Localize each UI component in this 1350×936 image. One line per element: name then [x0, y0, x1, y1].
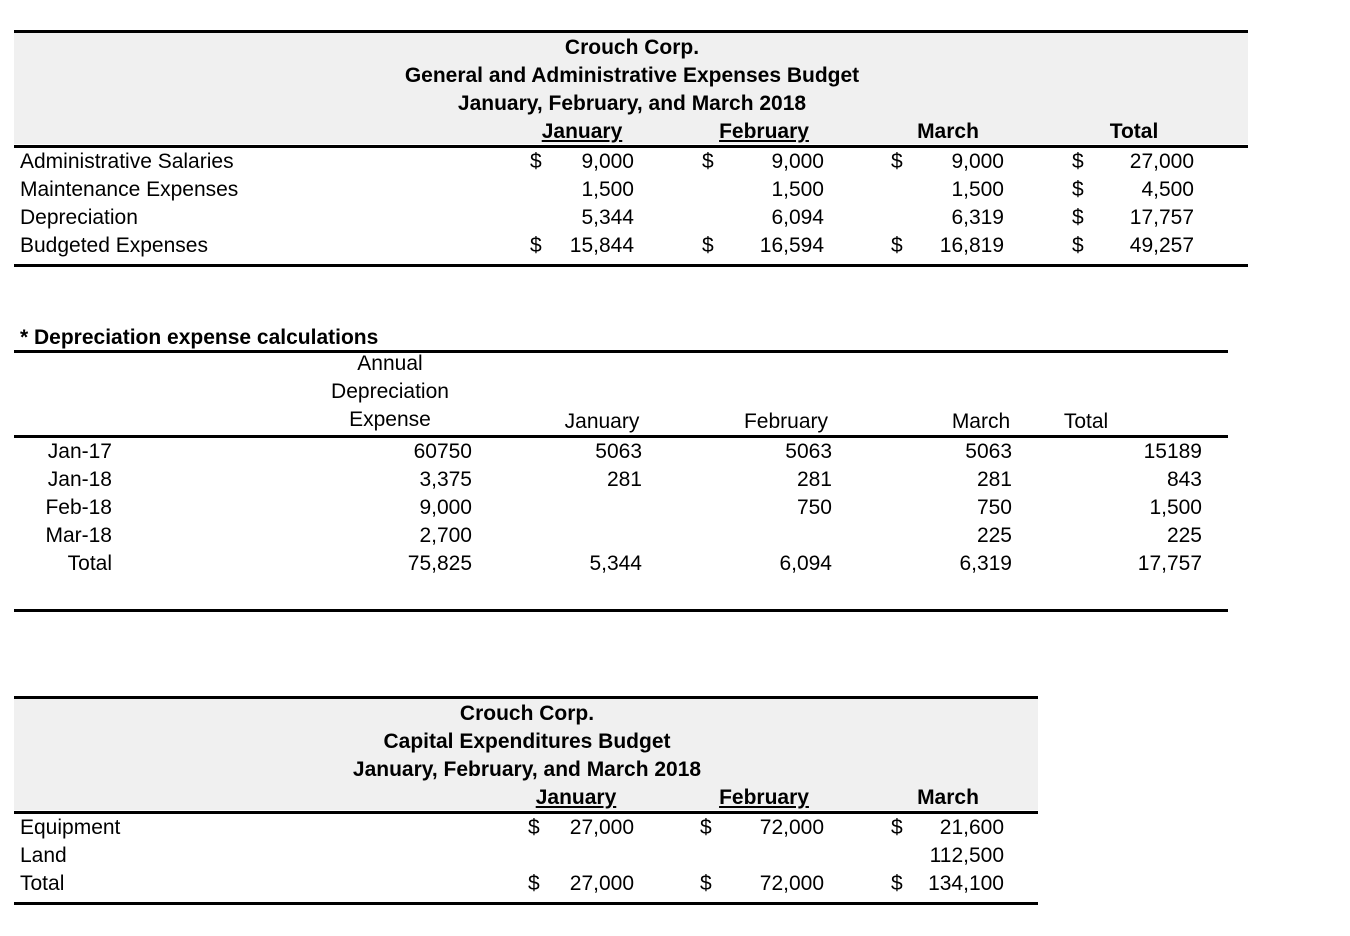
depr-col-march: March — [951, 410, 1011, 433]
depr-row-label: Total — [67, 552, 112, 575]
ga-cell-value: 9,000 — [771, 150, 824, 173]
ga-cell-value: 5,344 — [581, 206, 634, 229]
capex-header-rule — [14, 811, 1038, 814]
depr-cell-total: 17,757 — [1137, 552, 1202, 575]
ga-cell-currency: $ — [1072, 178, 1084, 201]
ga-cell-value: 1,500 — [581, 178, 634, 201]
ga-cell-value: 4,500 — [1141, 178, 1194, 201]
depr-cell-annual: 3,375 — [419, 468, 472, 491]
depr-cell-jan: 5063 — [595, 440, 642, 463]
ga-row-label: Administrative Salaries — [20, 150, 234, 173]
capex-cell-currency: $ — [891, 816, 903, 839]
depr-col-january: January — [564, 410, 640, 433]
depr-cell-feb: 5063 — [785, 440, 832, 463]
ga-col-total: Total — [1109, 120, 1159, 143]
ga-cell-currency: $ — [702, 234, 714, 257]
capex-col-february: February — [719, 786, 809, 809]
ga-cell-currency: $ — [530, 234, 542, 257]
ga-bottom-rule — [14, 264, 1248, 267]
depr-cell-feb: 750 — [796, 496, 832, 519]
depr-cell-annual: 2,700 — [419, 524, 472, 547]
depr-cell-mar: 225 — [976, 524, 1012, 547]
capex-bottom-rule — [14, 902, 1038, 905]
ga-cell-value: 6,094 — [771, 206, 824, 229]
depr-bottom-rule — [14, 609, 1228, 612]
depr-cell-annual: 60750 — [413, 440, 472, 463]
ga-cell-value: 16,594 — [759, 234, 824, 257]
depr-row-label: Jan-17 — [47, 440, 112, 463]
capex-row-label: Equipment — [20, 816, 121, 839]
depr-annual-header-2: Depreciation — [331, 380, 449, 403]
depr-section-title: * Depreciation expense calculations — [20, 326, 379, 349]
ga-cell-currency: $ — [702, 150, 714, 173]
capex-cell-currency: $ — [528, 872, 540, 895]
depr-cell-annual: 75,825 — [407, 552, 472, 575]
capex-cell-value: 134,100 — [928, 872, 1004, 895]
capex-cell-value: 27,000 — [569, 816, 634, 839]
capex-col-january: January — [535, 786, 617, 809]
depr-cell-mar: 281 — [976, 468, 1012, 491]
capex-cell-value: 21,600 — [939, 816, 1004, 839]
capex-cell-value: 72,000 — [759, 872, 824, 895]
ga-row-label: Depreciation — [20, 206, 138, 229]
ga-cell-currency: $ — [530, 150, 542, 173]
depr-col-total: Total — [1063, 410, 1109, 433]
capex-cell-value: 72,000 — [759, 816, 824, 839]
ga-cell-value: 1,500 — [951, 178, 1004, 201]
capex-company: Crouch Corp. — [459, 702, 595, 725]
ga-cell-currency: $ — [1072, 206, 1084, 229]
depr-col-february: February — [743, 410, 829, 433]
depr-cell-feb: 6,094 — [779, 552, 832, 575]
ga-cell-value: 9,000 — [951, 150, 1004, 173]
depr-header-rule — [14, 435, 1228, 438]
depr-cell-feb: 281 — [796, 468, 832, 491]
ga-row-label: Maintenance Expenses — [20, 178, 239, 201]
ga-cell-currency: $ — [891, 234, 903, 257]
capex-col-march: March — [917, 786, 979, 809]
ga-cell-value: 16,819 — [939, 234, 1004, 257]
depr-cell-mar: 750 — [976, 496, 1012, 519]
depr-annual-header-1: Annual — [357, 352, 423, 375]
ga-title: General and Administrative Expenses Budget — [404, 64, 860, 87]
capex-cell-value: 112,500 — [929, 844, 1004, 867]
ga-top-rule — [14, 30, 1248, 33]
capex-cell-currency: $ — [891, 872, 903, 895]
depr-cell-mar: 6,319 — [959, 552, 1012, 575]
capex-row-label: Total — [20, 872, 65, 895]
ga-cell-currency: $ — [1072, 150, 1084, 173]
capex-cell-currency: $ — [700, 816, 712, 839]
depr-cell-total: 1,500 — [1149, 496, 1202, 519]
ga-row-label: Budgeted Expenses — [20, 234, 208, 257]
capex-row-label: Land — [20, 844, 67, 867]
depr-annual-header-3: Expense — [349, 408, 431, 431]
depr-cell-mar: 5063 — [965, 440, 1012, 463]
ga-period: January, February, and March 2018 — [457, 92, 807, 115]
depr-row-label: Feb-18 — [45, 496, 112, 519]
depr-row-label: Mar-18 — [45, 524, 112, 547]
depr-cell-jan: 5,344 — [589, 552, 642, 575]
capex-cell-currency: $ — [528, 816, 540, 839]
ga-cell-value: 17,757 — [1129, 206, 1194, 229]
depr-cell-jan: 281 — [606, 468, 642, 491]
capex-top-rule — [14, 696, 1038, 699]
capex-title: Capital Expenditures Budget — [383, 730, 671, 753]
ga-cell-value: 9,000 — [581, 150, 634, 173]
ga-cell-currency: $ — [1072, 234, 1084, 257]
ga-header-rule — [14, 145, 1248, 148]
ga-cell-value: 15,844 — [569, 234, 634, 257]
depr-cell-total: 225 — [1166, 524, 1202, 547]
depr-row-label: Jan-18 — [47, 468, 112, 491]
depr-cell-total: 15189 — [1143, 440, 1202, 463]
depr-cell-annual: 9,000 — [419, 496, 472, 519]
ga-cell-value: 6,319 — [951, 206, 1004, 229]
capex-cell-currency: $ — [700, 872, 712, 895]
ga-cell-value: 27,000 — [1129, 150, 1194, 173]
ga-cell-value: 49,257 — [1129, 234, 1194, 257]
ga-col-february: February — [719, 120, 809, 143]
ga-col-march: March — [917, 120, 979, 143]
capex-cell-value: 27,000 — [569, 872, 634, 895]
ga-cell-currency: $ — [891, 150, 903, 173]
ga-col-january: January — [541, 120, 623, 143]
ga-company: Crouch Corp. — [564, 36, 700, 59]
depr-top-rule — [14, 350, 1228, 353]
depr-cell-total: 843 — [1166, 468, 1202, 491]
ga-cell-value: 1,500 — [771, 178, 824, 201]
capex-period: January, February, and March 2018 — [352, 758, 702, 781]
